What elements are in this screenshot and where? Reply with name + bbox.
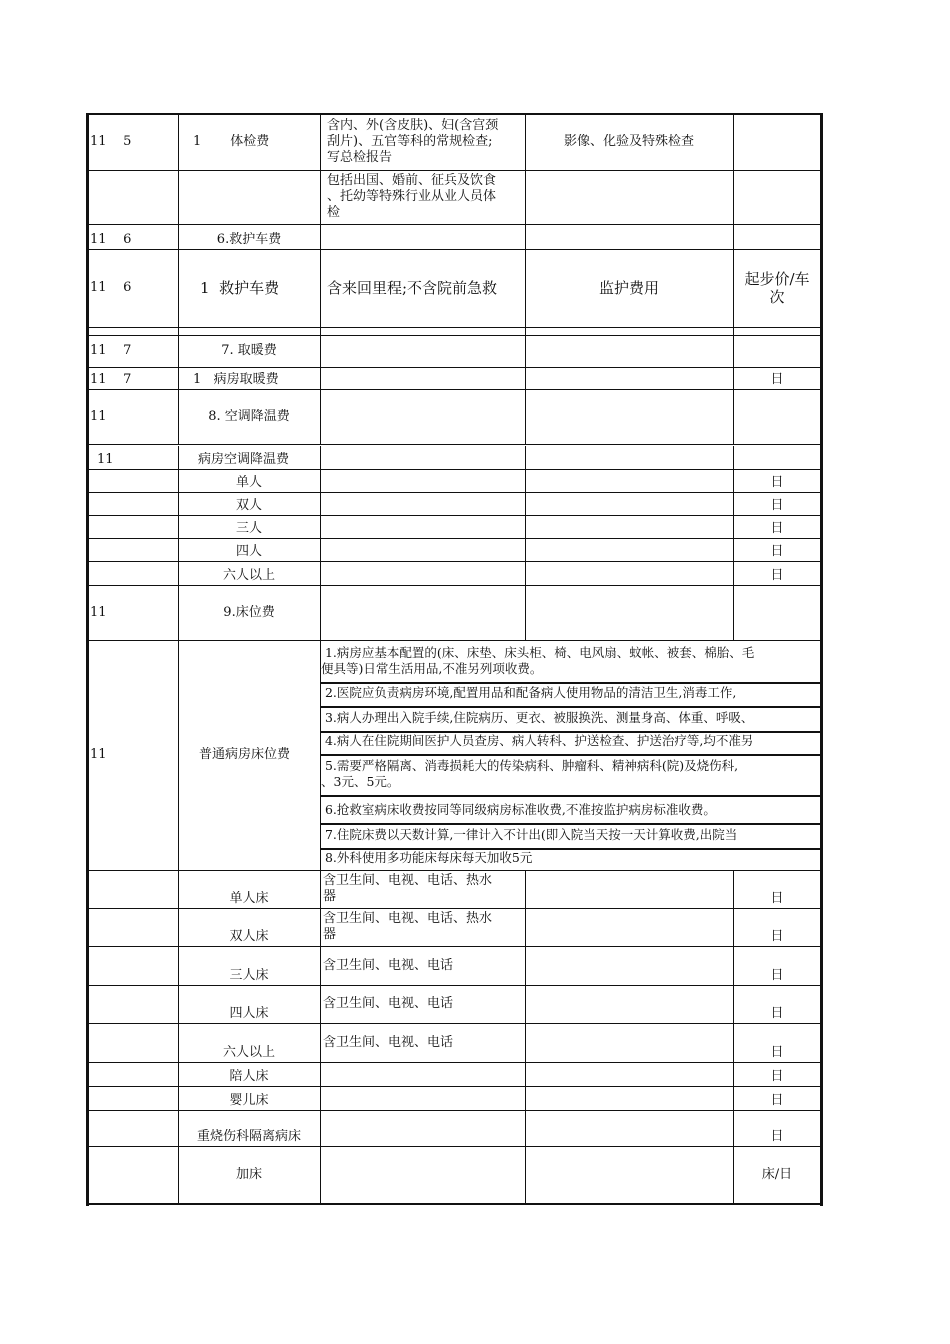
row-exclusion: 影像、化验及特殊检查 [563, 134, 694, 149]
grid-line [320, 515, 321, 538]
grid-line [320, 224, 321, 249]
grid-line [87, 1062, 822, 1063]
grid-line [320, 1146, 321, 1204]
grid-line [525, 538, 526, 561]
grid-line [178, 327, 179, 335]
grid-line [320, 1110, 321, 1146]
grid-line [525, 492, 526, 515]
row-content: 含卫生间、电视、电话 [323, 1034, 454, 1050]
grid-line [525, 335, 526, 367]
grid-line [320, 1086, 321, 1110]
grid-line [733, 114, 734, 170]
grid-line [87, 492, 822, 493]
grid-line [525, 1062, 526, 1086]
row-content: 含卫生间、电视、电话、热水 器 [323, 911, 493, 942]
row-unit: 日 [770, 891, 784, 906]
row-unit: 日 [770, 1045, 784, 1060]
grid-line [87, 444, 822, 445]
row-unit: 日 [770, 1006, 784, 1021]
row-unit: 日 [770, 498, 784, 513]
grid-line [87, 1204, 822, 1205]
grid-line [87, 1023, 822, 1024]
billing-note: 5.需要严格隔离、消毒损耗大的传染病科、肿瘤科、精神病科(院)及烧伤科, 、3元、5元。 [321, 758, 739, 789]
billing-note: 6.抢救室病床收费按同等同级病房标准收费,不准按监护病房标准收费。 [321, 802, 716, 817]
billing-note: 4.病人在住院期间医护人员查房、病人转科、护送检查、护送治疗等,均不准另 [321, 733, 754, 748]
grid-line [525, 1110, 526, 1146]
grid-line [525, 870, 526, 908]
row-unit: 日 [770, 568, 784, 583]
grid-line [525, 985, 526, 1023]
grid-line [87, 870, 822, 871]
grid-line [733, 446, 734, 469]
grid-line [87, 389, 822, 390]
row-code: 11 6 [90, 232, 132, 247]
row-item: 婴儿床 [229, 1093, 269, 1108]
row-item: 1 救护车费 [200, 279, 280, 297]
row-unit: 日 [770, 372, 784, 387]
row-exclusion: 监护费用 [598, 279, 659, 297]
billing-note: 1.病房应基本配置的(床、床垫、床头柜、椅、电风扇、蚊帐、被套、棉胎、毛 便具等)日常生活用品,不准另列项收费。 [321, 645, 755, 676]
grid-line [525, 946, 526, 985]
row-item: 四人 [235, 544, 262, 559]
grid-line [320, 1062, 321, 1086]
row-content: 包括出国、婚前、征兵及饮食 、托幼等特殊行业从业人员体 检 [327, 173, 497, 220]
row-item: 7. 取暖费 [221, 343, 277, 358]
grid-line [320, 492, 321, 515]
note-underline [321, 754, 822, 756]
grid-line [87, 1146, 822, 1147]
grid-line [87, 908, 822, 909]
billing-note: 7.住院床费以天数计算,一律计入不计出(即入院当天按一天计算收费,出院当 [321, 827, 738, 842]
row-item: 9.床位费 [223, 604, 275, 620]
row-item: 单人床 [229, 891, 269, 906]
grid-line [525, 224, 526, 249]
grid-line [525, 1146, 526, 1204]
grid-line [87, 640, 822, 641]
row-content: 含卫生间、电视、电话 [323, 957, 454, 973]
row-item: 六人以上 [222, 568, 275, 583]
grid-line [87, 1086, 822, 1087]
grid-line [320, 585, 321, 640]
row-item: 双人 [235, 498, 262, 513]
grid-line [320, 561, 321, 585]
grid-line [178, 367, 179, 389]
grid-line [87, 561, 822, 562]
row-code: 11 [90, 408, 107, 424]
grid-line [320, 908, 321, 946]
row-item: 双人床 [229, 929, 269, 944]
grid-line [178, 114, 179, 170]
grid-line [87, 538, 822, 539]
row-item: 1 病房取暖费 [193, 372, 279, 387]
row-unit: 日 [770, 475, 784, 490]
grid-line [178, 640, 179, 870]
grid-line [87, 327, 89, 335]
billing-note: 3.病人办理出入院手续,住院病历、更衣、被服换洗、测量身高、体重、呼吸、 [321, 710, 754, 725]
row-item: 8. 空调降温费 [208, 408, 290, 424]
row-item: 普通病房床位费 [199, 747, 291, 762]
grid-line [733, 585, 734, 640]
row-item: 四人床 [229, 1006, 269, 1021]
row-code: 11 5 [90, 134, 132, 149]
grid-line [86, 113, 89, 1206]
row-item: 6.救护车费 [216, 232, 282, 247]
grid-line [87, 1110, 822, 1111]
grid-line [525, 1086, 526, 1110]
grid-line [87, 327, 822, 328]
grid-line [525, 585, 526, 640]
grid-line [87, 985, 822, 986]
row-item: 病房空调降温费 [198, 452, 290, 467]
row-code: 11 [97, 452, 114, 467]
note-underline [321, 795, 822, 797]
row-item: 单人 [235, 475, 262, 490]
grid-line [525, 389, 526, 444]
grid-line [525, 446, 526, 469]
grid-line [320, 335, 321, 367]
grid-line [320, 985, 321, 1023]
grid-line [525, 515, 526, 538]
grid-line [525, 561, 526, 585]
grid-line [320, 389, 321, 444]
grid-line [87, 469, 822, 470]
grid-line [178, 446, 179, 469]
row-code: 11 6 [90, 280, 132, 295]
row-item: 三人床 [229, 968, 269, 983]
grid-line [525, 908, 526, 946]
note-underline [321, 682, 822, 684]
row-content: 含卫生间、电视、电话 [323, 996, 454, 1011]
row-item: 重烧伤科隔离病床 [196, 1129, 301, 1144]
grid-line [320, 538, 321, 561]
grid-line [87, 515, 822, 516]
note-underline [321, 706, 822, 708]
grid-line [178, 249, 179, 327]
grid-line [733, 389, 734, 444]
row-unit: 日 [770, 929, 784, 944]
row-item: 陪人床 [229, 1069, 269, 1084]
row-unit: 日 [770, 1093, 784, 1108]
row-unit: 起步价/车 次 [744, 270, 810, 306]
grid-line [733, 327, 734, 335]
grid-line [320, 170, 321, 224]
billing-note: 2.医院应负责病房环境,配置用品和配备病人使用物品的清洁卫生,消毒工作, [321, 685, 737, 700]
grid-line [87, 946, 822, 947]
row-unit: 日 [770, 544, 784, 559]
row-content: 含内、外(含皮肤)、妇(含宫颈 刮片)、五官等科的常规检查; 写总检报告 [327, 118, 499, 165]
row-unit: 日 [770, 1069, 784, 1084]
grid-line [733, 170, 734, 224]
note-underline [321, 823, 822, 825]
row-content: 含卫生间、电视、电话、热水 器 [323, 873, 493, 904]
grid-line [87, 170, 822, 171]
grid-line [733, 224, 734, 249]
grid-line [87, 585, 822, 586]
grid-line [87, 335, 822, 336]
grid-line [87, 224, 822, 225]
grid-line [320, 1023, 321, 1062]
grid-line [178, 170, 179, 224]
row-item: 六人以上 [222, 1045, 275, 1060]
grid-line [525, 469, 526, 492]
row-item: 三人 [235, 521, 262, 536]
row-code: 11 7 [90, 372, 132, 387]
grid-line [525, 1023, 526, 1062]
row-code: 11 [90, 604, 107, 620]
row-unit: 日 [770, 1129, 784, 1144]
grid-line [320, 469, 321, 492]
grid-line [320, 327, 321, 335]
grid-line [87, 249, 822, 250]
grid-line [320, 946, 321, 985]
row-unit: 日 [770, 521, 784, 536]
billing-note: 8.外科使用多功能床每床每天加收5元 [321, 850, 533, 865]
row-item: 加床 [235, 1167, 262, 1182]
row-unit: 床/日 [761, 1167, 793, 1182]
row-code: 11 [90, 747, 107, 762]
grid-line [87, 367, 822, 368]
grid-line [525, 327, 526, 335]
row-code: 11 7 [90, 343, 132, 358]
grid-line [320, 870, 321, 908]
grid-line [733, 335, 734, 367]
row-unit: 日 [770, 968, 784, 983]
grid-line [86, 113, 823, 115]
row-content: 含来回里程;不含院前急救 [327, 279, 498, 297]
row-item: 1 体检费 [193, 134, 270, 149]
grid-line [525, 367, 526, 389]
